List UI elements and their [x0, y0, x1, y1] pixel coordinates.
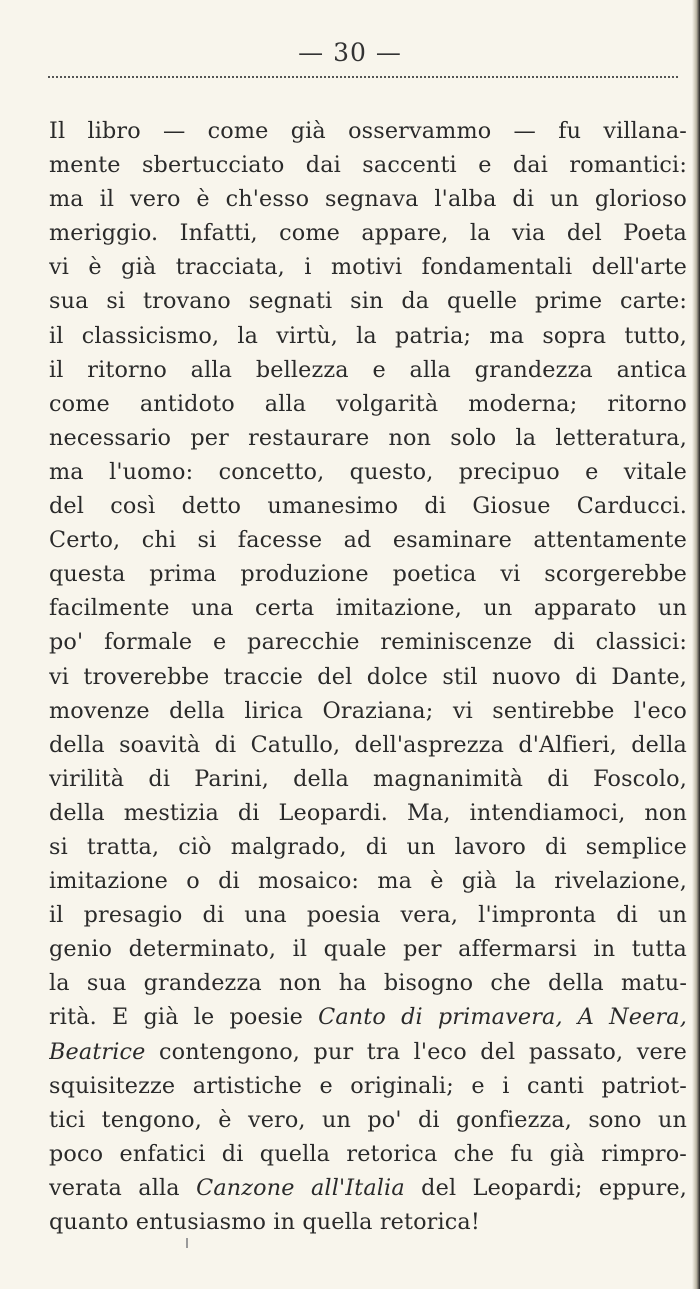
text-line: Il libro — come già osservammo — fu villana-	[49, 118, 687, 144]
text-line: si tratta, ciò malgrado, di un lavoro di semplice	[49, 833, 687, 860]
text-line: necessario per restaurare non solo la letteratura,	[49, 424, 687, 451]
text-segment: contengono, pur tra l'eco del passato, vere	[145, 1038, 687, 1065]
text-line: tici tengono, è vero, un po' di gonfiezza, sono un	[49, 1106, 687, 1133]
text-line-mixed	[49, 1035, 687, 1069]
text-line: Certo, chi si facesse ad esaminare attentamente	[49, 527, 687, 554]
text-segment: verata alla	[49, 1174, 197, 1201]
text-segment: del Leopardi; eppure,	[404, 1174, 687, 1201]
text-line: movenze della lirica Oraziana; vi sentirebbe l'eco	[49, 697, 687, 724]
text-line: del così detto umanesimo di Giosue Carducci.	[49, 493, 687, 520]
poem-title-italic: Canzone all'Italia	[196, 1174, 405, 1201]
text-line: squisitezze artistiche e originali; e i canti patriot-	[49, 1072, 687, 1099]
header-dotted-rule	[48, 76, 678, 78]
text-line: come antidoto alla volgarità moderna; ritorno	[49, 390, 687, 417]
text-line: vi è già tracciata, i motivi fondamentali dell'arte	[49, 254, 687, 281]
text-line: sua si trovano segnati sin da quelle prime carte:	[49, 288, 687, 315]
text-segment: rità. E già le poesie	[49, 1004, 319, 1031]
text-line: virilità di Parini, della magnanimità di Foscolo,	[49, 765, 687, 792]
body-paragraph	[49, 114, 687, 1239]
page-edge-shadow	[692, 0, 700, 1289]
text-line: la sua grandezza non ha bisogno che della matu-	[49, 970, 687, 997]
text-line: poco enfatici di quella retorica che fu già rimpro-	[49, 1140, 687, 1167]
text-line-mixed	[49, 1000, 687, 1034]
poem-title-italic: Beatrice	[49, 1038, 146, 1065]
text-line: quanto entusiasmo in quella retorica!	[49, 1209, 480, 1235]
text-line: genio determinato, il quale per affermarsi in tutta	[49, 936, 687, 963]
text-line: il classicismo, la virtù, la patria; ma sopra tutto,	[49, 322, 687, 349]
text-line: mente sbertucciato dai saccenti e dai romantici:	[49, 152, 687, 179]
text-line: facilmente una certa imitazione, un apparato un	[49, 595, 687, 622]
text-line-mixed	[49, 1171, 687, 1205]
text-line: vi troverebbe traccie del dolce stil nuovo di Dante,	[49, 663, 687, 690]
text-line: il presagio di una poesia vera, l'impronta di un	[49, 902, 687, 929]
text-line: questa prima produzione poetica vi scorgerebbe	[49, 561, 687, 588]
text-line: ma il vero è ch'esso segnava l'alba di un glorioso	[49, 186, 687, 213]
text-line: meriggio. Infatti, come appare, la via del Poeta	[49, 220, 687, 247]
text-line: imitazione o di mosaico: ma è già la rivelazione,	[49, 868, 687, 895]
text-line: po' formale e parecchie reminiscenze di classici:	[49, 629, 687, 656]
poem-titles-italic: Canto di primavera, A Neera,	[318, 1004, 687, 1031]
page-number: — 30 —	[298, 38, 402, 67]
text-line: ma l'uomo: concetto, questo, precipuo e vitale	[49, 458, 687, 485]
text-line: il ritorno alla bellezza e alla grandezza antica	[49, 356, 687, 383]
text-line: della mestizia di Leopardi. Ma, intendiamoci, non	[49, 799, 687, 826]
text-line: della soavità di Catullo, dell'asprezza d'Alfieri, della	[49, 731, 687, 758]
stray-ink-mark	[186, 1238, 188, 1248]
